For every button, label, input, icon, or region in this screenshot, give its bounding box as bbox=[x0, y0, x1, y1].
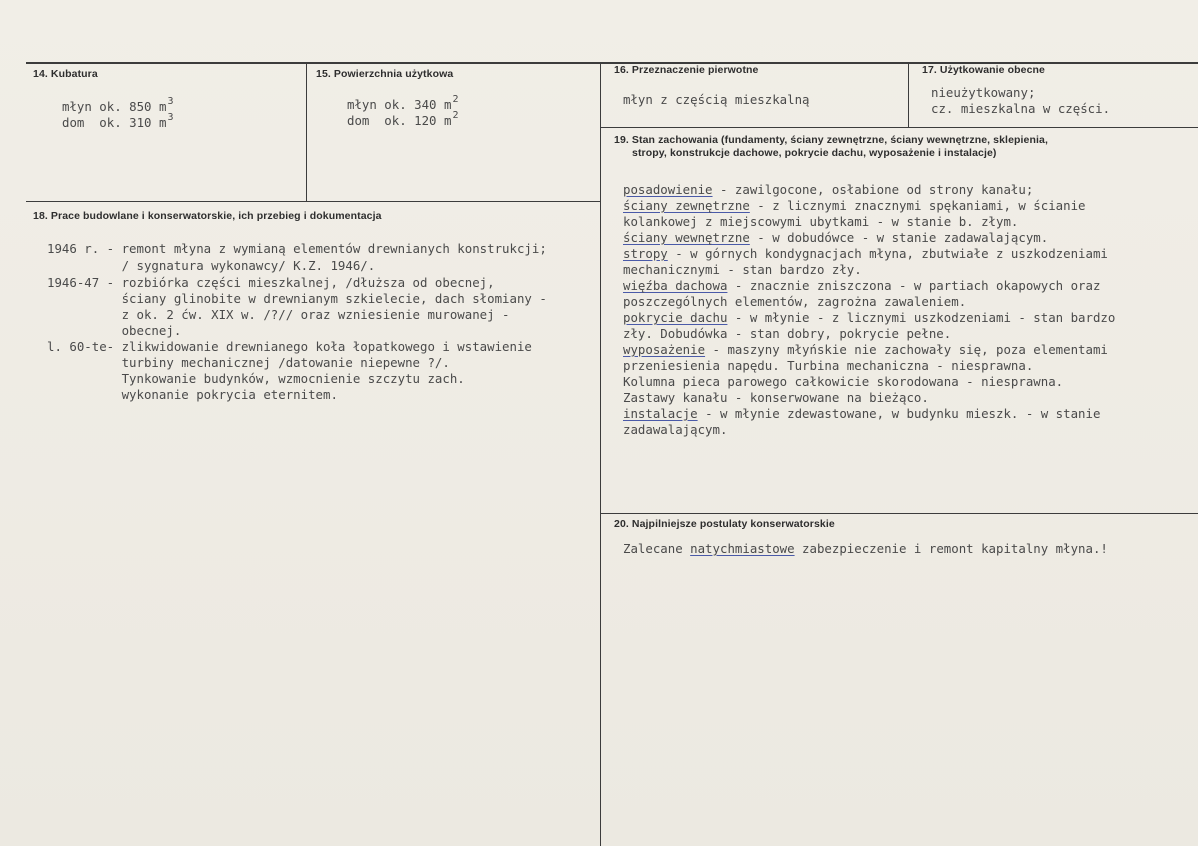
key-foundations: posadowienie bbox=[623, 182, 713, 197]
section-15-heading: 15. Powierzchnia użytkowa bbox=[316, 68, 454, 80]
section-17-line-2: cz. mieszkalna w części. bbox=[931, 101, 1111, 116]
section-15-house-area: dom ok. 120 m bbox=[347, 113, 452, 128]
external-walls-text: - z licznymi znacznymi spękaniami, w ścianie bbox=[749, 198, 1086, 213]
section-18-line-6: obecnej. bbox=[47, 323, 182, 338]
section-14-mill-volume: młyn ok. 850 m bbox=[62, 99, 167, 114]
section-18-line-10: wykonanie pokrycia eternitem. bbox=[47, 387, 338, 402]
section-20-text bbox=[623, 540, 1108, 558]
key-internal-walls: ściany wewnętrzne bbox=[623, 230, 750, 245]
rule-below-14-15 bbox=[26, 201, 601, 202]
section-18-line-7: l. 60-te- zlikwidowanie drewnianego koła łopatkowego i wstawienie bbox=[47, 339, 532, 354]
section-15-line-2 bbox=[347, 109, 459, 130]
section-19-line-13: Kolumna pieca parowego całkowicie skorodowana - niesprawna. bbox=[623, 374, 1064, 389]
section-18-line-9: Tynkowanie budynków, wzmocnienie szczytu zach. bbox=[47, 371, 465, 386]
roof-truss-text: - znacznie zniszczona - w partiach okapowych oraz bbox=[727, 278, 1101, 293]
key-equipment: wyposażenie bbox=[623, 342, 706, 357]
divider-16-17 bbox=[908, 62, 909, 128]
section-14-line-2 bbox=[62, 111, 174, 132]
section-14-unit-exponent-2: 3 bbox=[167, 111, 174, 123]
recommendation-lead: Zalecane bbox=[623, 541, 691, 556]
section-18-line-5: z ok. 2 ćw. XIX w. /?// oraz wzniesienie murowanej - bbox=[47, 307, 510, 322]
section-19-line-14: Zastawy kanału - konserwowane na bieżąco. bbox=[623, 390, 929, 405]
section-16-heading: 16. Przeznaczenie pierwotne bbox=[614, 64, 759, 76]
section-20-heading: 20. Najpilniejsze postulaty konserwatorskie bbox=[614, 518, 835, 530]
key-roof-truss: więźba dachowa bbox=[623, 278, 728, 293]
section-17-line-1: nieużytkowany; bbox=[931, 85, 1036, 100]
key-ceilings: stropy bbox=[623, 246, 668, 261]
rule-below-16-17 bbox=[600, 127, 1198, 128]
section-15-unit-exponent-1: 2 bbox=[452, 93, 459, 105]
recommendation-text: zabezpieczenie i remont kapitalny młyna.! bbox=[794, 541, 1108, 556]
section-14-heading: 14. Kubatura bbox=[33, 68, 98, 80]
section-19-line-10: zły. Dobudówka - stan dobry, pokrycie pełne. bbox=[623, 326, 952, 341]
section-19-line-8: poszczególnych elementów, zagrożna zawaleniem. bbox=[623, 294, 967, 309]
key-roof-covering: pokrycie dachu bbox=[623, 310, 728, 325]
section-18-line-8: turbiny mechanicznej /datowanie niepewne ?/. bbox=[47, 355, 450, 370]
section-19-heading-line-1: 19. Stan zachowania (fundamenty, ściany zewnętrzne, ściany wewnętrzne, sklepienia, bbox=[614, 134, 1048, 146]
installations-text: - w młynie zdewastowane, w budynku mieszk. - w stanie bbox=[697, 406, 1101, 421]
section-19-line-12: przeniesienia napędu. Turbina mechaniczna - niesprawna. bbox=[623, 358, 1034, 373]
key-external-walls: ściany zewnętrzne bbox=[623, 198, 750, 213]
roof-covering-text: - w młynie - z licznymi uszkodzeniami - stan bardzo bbox=[727, 310, 1116, 325]
section-18-line-4: ściany glinobite w drewnianym szkielecie, dach słomiany - bbox=[47, 291, 547, 306]
equipment-text: - maszyny młyńskie nie zachowały się, poza elementami bbox=[705, 342, 1108, 357]
section-14-unit-exponent-1: 3 bbox=[167, 95, 174, 107]
section-15-unit-exponent-2: 2 bbox=[452, 109, 459, 121]
rule-above-20 bbox=[600, 513, 1198, 514]
section-19-line-16: zadawalającym. bbox=[623, 422, 728, 437]
section-18-heading: 18. Prace budowlane i konserwatorskie, ich przebieg i dokumentacja bbox=[33, 210, 382, 222]
divider-left-right bbox=[600, 62, 601, 846]
section-18-line-1: 1946 r. - remont młyna z wymianą elementów drewnianych konstrukcji; bbox=[47, 241, 547, 256]
section-14-house-volume: dom ok. 310 m bbox=[62, 115, 167, 130]
section-19-line-6: mechanicznymi - stan bardzo zły. bbox=[623, 262, 862, 277]
section-18-line-2: / sygnatura wykonawcy/ K.Z. 1946/. bbox=[47, 258, 376, 273]
foundations-text: - zawilgocone, osłabione od strony kanału; bbox=[712, 182, 1034, 197]
section-17-heading: 17. Użytkowanie obecne bbox=[922, 64, 1045, 76]
ceilings-text: - w górnych kondygnacjach młyna, zbutwiałe z uszkodzeniami bbox=[667, 246, 1108, 261]
section-15-mill-area: młyn ok. 340 m bbox=[347, 97, 452, 112]
key-installations: instalacje bbox=[623, 406, 698, 421]
section-18-line-3: 1946-47 - rozbiórka części mieszkalnej, /dłuższa od obecnej, bbox=[47, 275, 495, 290]
divider-14-15 bbox=[306, 62, 307, 202]
section-19-line-3: kolankowej z miejscowymi ubytkami - w stanie b. złym. bbox=[623, 214, 1019, 229]
section-19-heading-line-2: stropy, konstrukcje dachowe, pokrycie dachu, wyposażenie i instalacje) bbox=[632, 147, 997, 159]
section-16-text: młyn z częścią mieszkalną bbox=[623, 92, 810, 107]
internal-walls-text: - w dobudówce - w stanie zadawalającym. bbox=[749, 230, 1049, 245]
key-immediate: natychmiastowe bbox=[690, 541, 795, 556]
